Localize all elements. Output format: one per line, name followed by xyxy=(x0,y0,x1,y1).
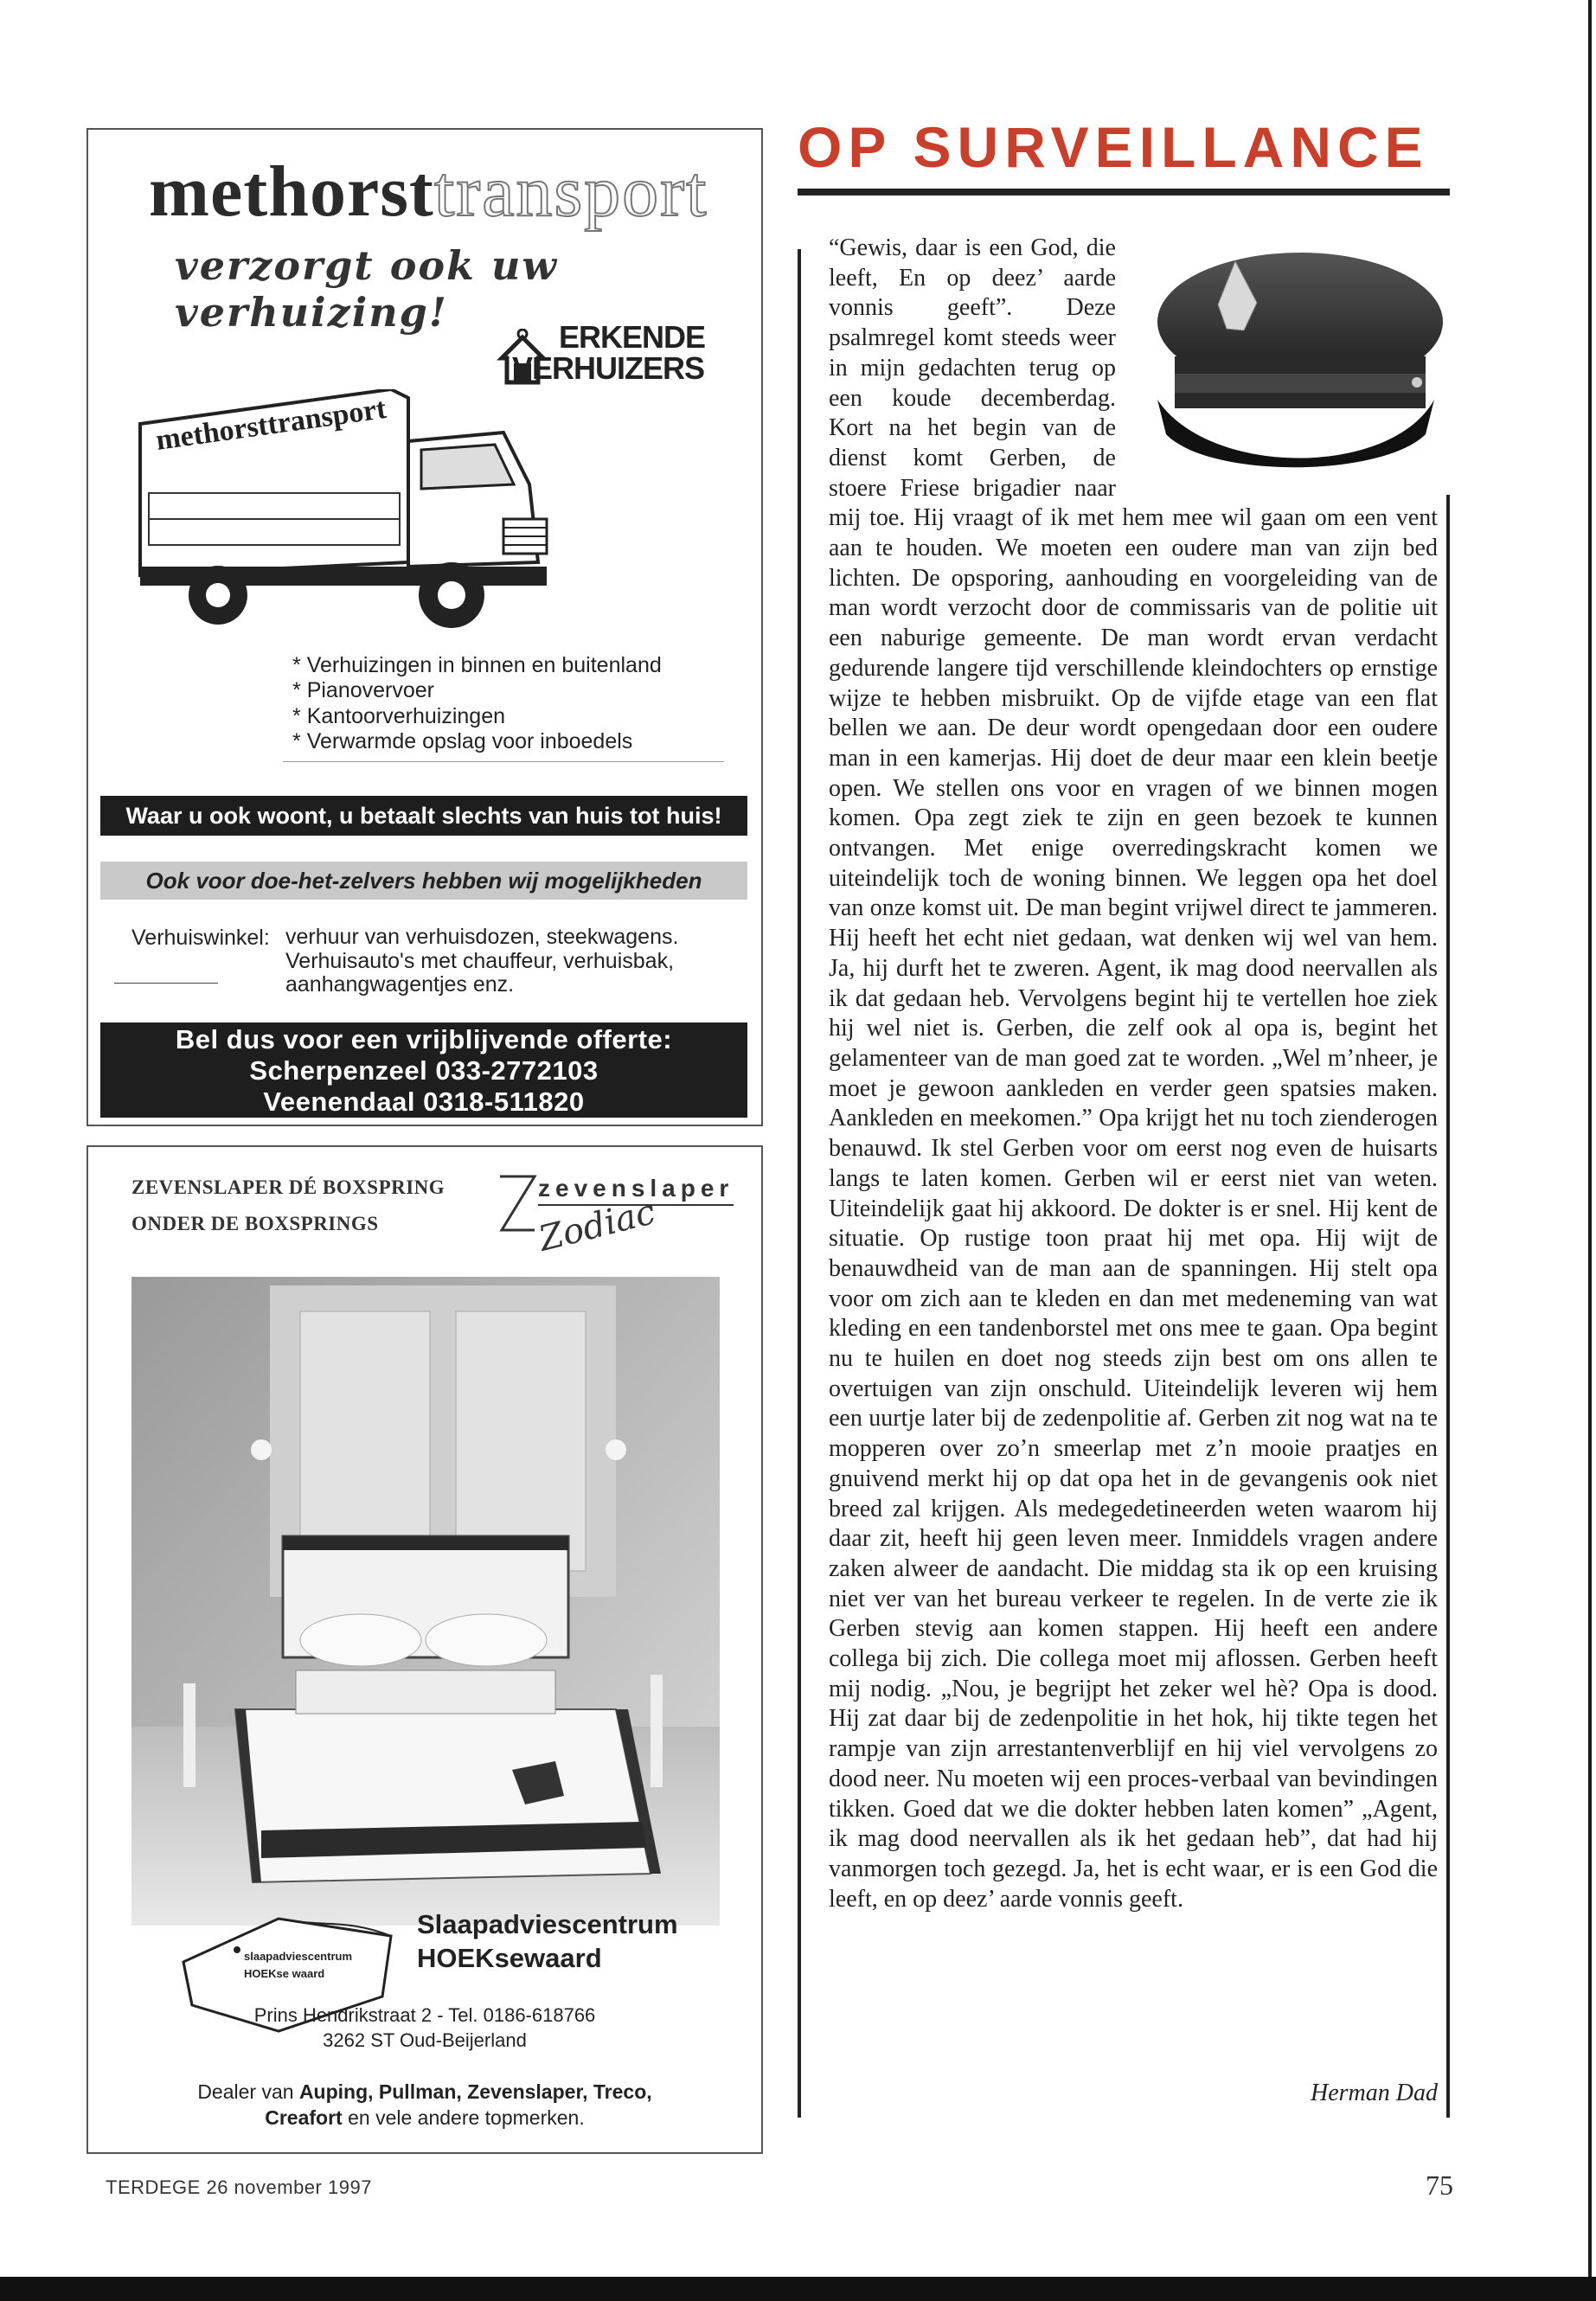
column-rule-right xyxy=(1446,495,1450,2118)
offer-line: Bel dus voor een vrijblijvende offerte: xyxy=(175,1024,673,1054)
page-edge-bottom xyxy=(0,2277,1596,2301)
address-line-1: Prins Hendrikstraat 2 - Tel. 0186-618766 xyxy=(253,2004,596,2026)
store-line: verhuur van verhuisdozen, steekwagens. xyxy=(285,925,679,949)
page-edge-right xyxy=(1588,0,1592,2301)
store-name-line-2: HOEKsewaard xyxy=(417,1942,602,1973)
logo-caption-2: HOEKse waard xyxy=(244,1967,325,1980)
dealer-suffix: en vele andere topmerken. xyxy=(342,2106,585,2129)
publication-footer: TERDEGE 26 november 1997 xyxy=(106,2176,372,2198)
store-line: Verhuisauto's met chauffeur, verhuisbak, xyxy=(285,948,675,973)
ad-zevenslaper xyxy=(87,1145,763,2154)
store-address xyxy=(88,2003,761,2053)
zevenslaper-headline-2: ONDER DE BOXSPRINGS xyxy=(131,1213,379,1234)
methorst-logo xyxy=(149,151,708,232)
store-name-line-1: Slaapadviescentrum xyxy=(417,1909,678,1939)
slaapadviescentrum-name xyxy=(417,1908,678,1976)
doe-het-zelvers-banner: Ook voor doe-het-zelvers hebben wij mogelijkheden xyxy=(100,862,747,900)
huis-tot-huis-banner: Waar u ook woont, u betaalt slechts van huis tot huis! xyxy=(100,796,747,836)
methorst-features-list xyxy=(292,653,662,754)
verhuiswinkel-label: Verhuiswinkel: xyxy=(131,926,270,950)
bedroom-photo xyxy=(131,1277,720,1926)
offerte-banner xyxy=(100,1022,747,1118)
dealer-brand-creafort: Creafort xyxy=(265,2106,343,2129)
badge-line-2: VERHUIZERS xyxy=(512,350,705,386)
truck-lettering: methorsttransport xyxy=(153,392,388,457)
logo-transport-word: transport xyxy=(433,151,708,232)
article-author: Herman Dad xyxy=(1311,2080,1438,2106)
image-wrap-space xyxy=(1116,234,1438,503)
offer-line: Scherpenzeel 033-2772103 xyxy=(249,1055,599,1086)
dealer-prefix: Dealer van xyxy=(197,2080,299,2103)
moving-truck-illustration xyxy=(123,389,607,640)
dealer-brands xyxy=(88,2080,761,2131)
zevenslaper-headline-1: ZEVENSLAPER DÉ BOXSPRING xyxy=(131,1176,445,1198)
feature-item: * Kantoorverhuizingen xyxy=(292,704,662,729)
store-line: aanhangwagentjes enz. xyxy=(285,972,515,997)
title-rule xyxy=(798,189,1450,195)
methorst-tagline: verzorgt ook uw verhuizing! xyxy=(175,242,558,336)
dealer-brand-names: Auping, Pullman, Zevenslaper, Treco, xyxy=(298,2080,652,2103)
article-title: OP SURVEILLANCE xyxy=(798,115,1429,179)
article-body xyxy=(829,234,1438,1914)
column-rule-left xyxy=(798,249,801,2118)
zodiac-script: Zodiac xyxy=(535,1192,660,1259)
offer-line: Veenendaal 0318-511820 xyxy=(263,1086,585,1117)
feature-item: * Verwarmde opslag voor inboedels xyxy=(292,729,662,754)
ad-methorst-transport xyxy=(87,128,763,1126)
zevenslaper-brand: zevenslaper xyxy=(538,1175,734,1206)
features-divider xyxy=(283,761,724,762)
article-paragraph: “Gewis, daar is een God, die leeft, En op deez’ aarde vonnis geeft”. Deze psalmregel komt steeds weer in mijn gedachten terug op een koude decemberdag. Kort na het begin van de dienst komt Gerben, de stoere Friese brigadier naar mij toe. Hij vraagt of ik met hem mee wil gaan om een vent aan te houden. We moeten een oudere man van zijn bed lichten. De opsporing, aanhouding en voorgeleiding van de man wordt verzocht door de commissaris van de politie uit een naburige gemeente. De man wordt ervan verdacht gedurende langere tijd verschillende kleindochters op ernstige wijze te hebben misbruikt. Op de vijfde etage van een flat bellen we aan. De deur wordt opengedaan door een oudere man in een kamerjas. Hij doet de deur maar een klein beetje open. We stellen ons voor en vragen of we binnen mogen komen. Opa zegt ziek te zijn en geen bezoek te kunnen ontvangen. Met enige overredingskracht komen we uiteindelijk toch de woning binnen. We leggen opa het doel van onze komst uit. De man begint vrijwel direct te jammeren. Hij heeft het echt niet gedaan, wat denken wij wel van hem. Ja, hij durft het te zweren. Agent, ik mag dood neervallen als ik dat gedaan heb. Vervolgens begint hij te vertellen hoe ziek hij wel niet is. Gerben, die zelf ook al opa is, begint het gelamenteer van de man goed zat te worden. „Wel m’nheer, je moet je gewoon aankleden en verder geen spatsies maken. Aankleden en meekomen.” Opa krijgt het nu toch zienderogen benauwd. Ik stel Gerben voor om eerst nog even de huisarts langs te laten komen. Gerben wil er eerst niet van weten. Uiteindelijk gaat hij akkoord. De dokter is er snel. Hij kent de situatie. Op rustige toon praat hij met opa. Hij wijt de benauwdheid van de man aan de spanningen. Hij stelt opa voor om zich aan te kleden en dan met medeneming van wat kleding en een tandenborstel met ons mee te gaan. Opa begint nu te huilen en doet nog steeds zijn best om ons allen te overtuigen van zijn onschuld. Uiteindelijk leveren wij hem een uurtje later bij de zedenpolitie af. Gerben zit nog wat na te mopperen over zo’n smeerlap met z’n mooie praatjes en gnuivend merkt hij op dat opa het in de gevangenis ook niet breed zal krijgen. Als medegedetineerden weten waarom hij daar zit, heeft hij geen leven meer. Inmiddels vragen andere zaken alweer de aandacht. Die middag sta ik op een kruising niet ver van het bureau verkeer te regelen. In de verte zie ik Gerben stevig aan komen stappen. Hij heeft een andere collega bij zich. Die collega moet mij aflossen. Gerben heeft mij nodig. „Nou, je begrijpt het zeker wel hè? Opa is dood. Hij zat daar bij de zedenpolitie in het hok, hij tikte tegen het rampje van zijn arrestantenverblijf en hij viel vervolgens zo dood neer. Nu moeten wij een proces-verbaal van bevindingen tikken. Goed dat we die dokter hebben laten komen” „Agent, ik mag dood neervallen als ik het gedaan heb”, dat had hij vanmorgen toch gezegd. Ja, het is echt waar, er is een God die leeft, en op deez’ aarde vonnis geeft. xyxy=(829,234,1438,1913)
address-line-2: 3262 ST Oud-Beijerland xyxy=(323,2029,527,2051)
verhuiswinkel-description xyxy=(285,926,744,997)
erkende-verhuizers-badge xyxy=(512,319,737,386)
logo-methorst-word: methorst xyxy=(149,151,434,232)
logo-caption-1: slaapadviescentrum xyxy=(244,1950,353,1963)
dealer-line-2 xyxy=(88,2106,761,2131)
feature-item: * Pianovervoer xyxy=(292,678,662,703)
page-number: 75 xyxy=(1426,2170,1453,2201)
badge-line-1: ERKENDE xyxy=(559,319,706,355)
dealer-line-1 xyxy=(88,2080,761,2106)
zevenslaper-z-mark xyxy=(495,1173,538,1234)
store-dash-line xyxy=(114,983,218,984)
feature-item: * Verhuizingen in binnen en buitenland xyxy=(292,653,662,678)
